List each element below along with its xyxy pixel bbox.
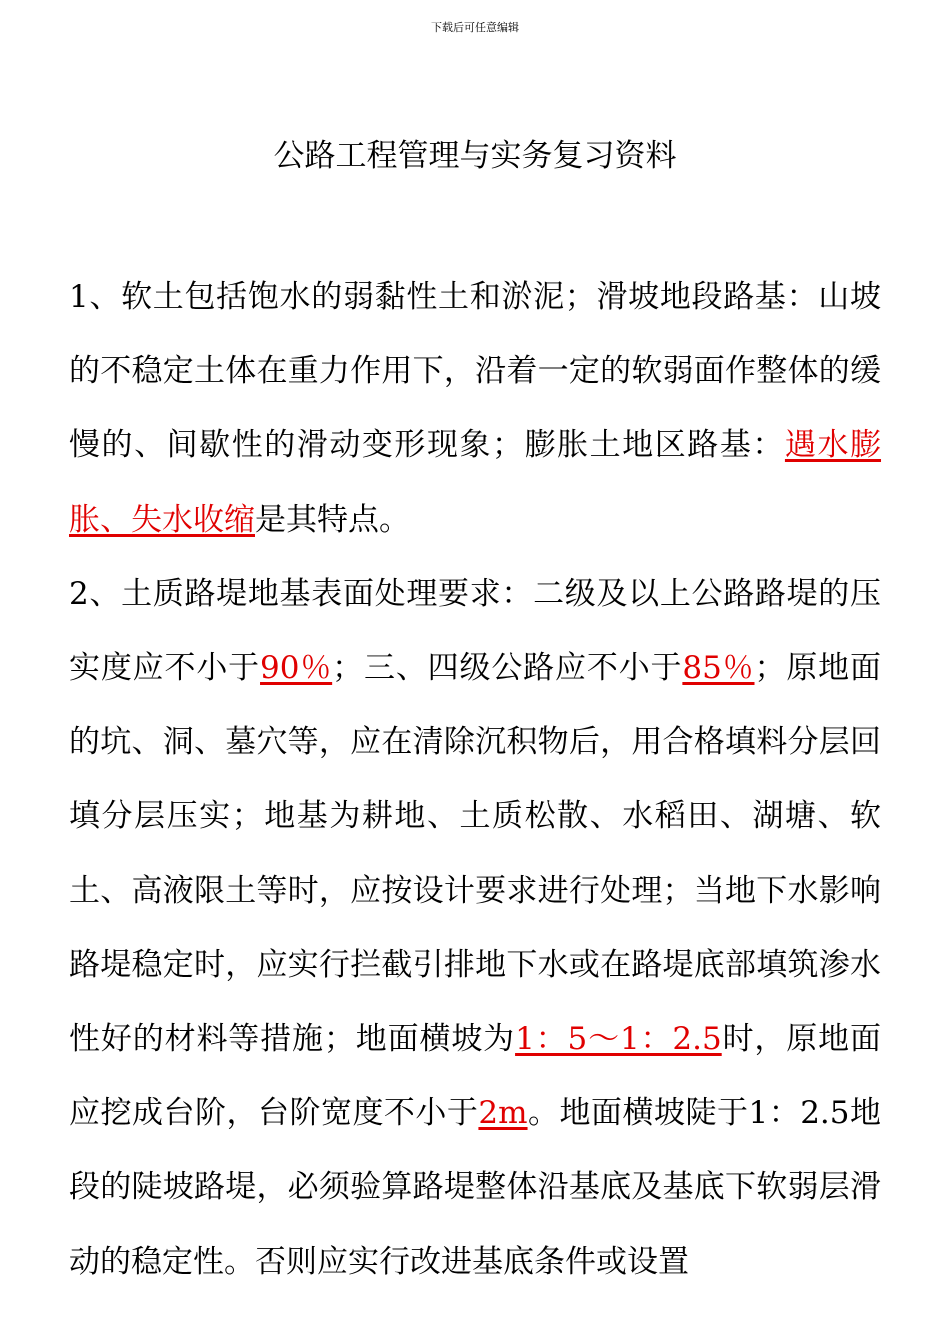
paragraph-1-highlight-1: 遇水膨胀、失水收缩 <box>69 427 882 538</box>
paragraph-1-text-a: 1、软土包括饱水的弱黏性土和淤泥；滑坡地段路基：山坡的不稳定土体在重力作用下，沿着一定的软弱面作整体的缓慢的、间歇性的滑动变形现象；膨胀土地区路基： <box>69 279 881 464</box>
paragraph-2-highlight-4: 2m <box>478 1095 528 1132</box>
paragraph-2-text-b: ；三、四级公路应不小于 <box>332 650 683 687</box>
paragraph-1-text-b: 是其特点。 <box>255 501 410 538</box>
paragraph-2 <box>69 557 881 1299</box>
paragraph-2-highlight-1: 90％ <box>260 650 333 687</box>
paragraph-2-text-e: 。地面横坡陡于1：2.5地段的陡坡路堤，必须验算路堤整体沿基底及基底下软弱层滑动的稳定性。否则应实行改进基底条件或设置 <box>69 1095 881 1280</box>
document-title: 公路工程管理与实务复习资料 <box>273 138 677 174</box>
document-body <box>69 260 881 1299</box>
paragraph-2-text-a: 2、土质路堤地基表面处理要求：二级及以上公路路堤的压实度应不小于 <box>69 575 881 687</box>
paragraph-2-text-c: ；原地面的坑、洞、墓穴等，应在清除沉积物后，用合格填料分层回填分层压实；地基为耕地、土质松散、水稻田、湖塘、软土、高液限土等时，应按设计要求进行处理；当地下水影响路堤稳定时，应实行拦截引排地下水或在路堤底部填筑渗水性好的材料等措施；地面横坡为 <box>69 650 882 1058</box>
paragraph-2-text-d: 时，原地面应挖成台阶，台阶宽度不小于 <box>69 1021 882 1132</box>
paragraph-2-highlight-2: 85％ <box>682 650 755 687</box>
paragraph-2-highlight-3: 1：5～1：2.5 <box>515 1021 722 1058</box>
paragraph-1 <box>69 260 881 557</box>
header-note: 下载后可任意编辑 <box>431 21 519 34</box>
